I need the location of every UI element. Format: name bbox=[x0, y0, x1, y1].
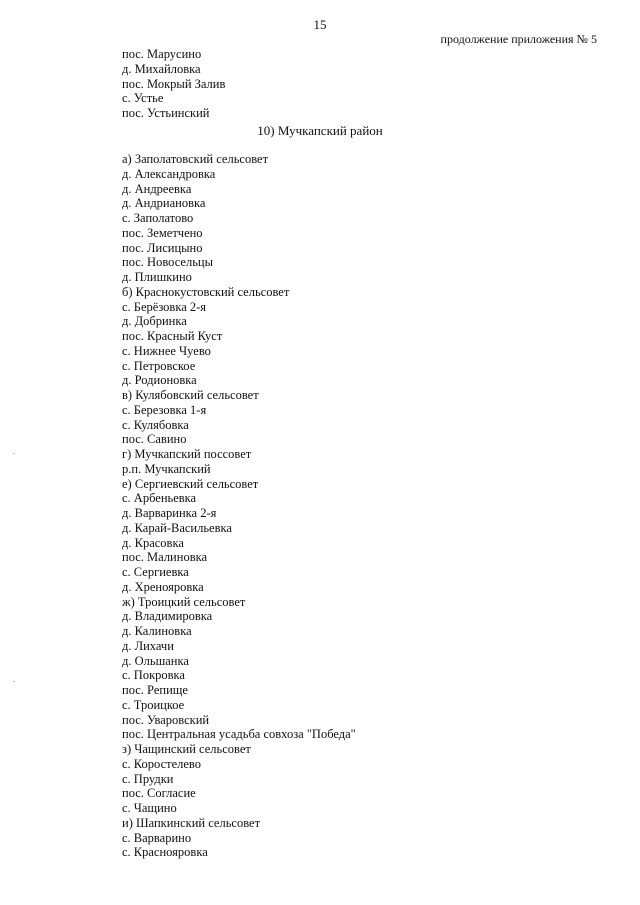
list-item: д. Александровка bbox=[122, 166, 216, 181]
list-item: д. Красовка bbox=[122, 535, 184, 550]
council-heading: б) Краснокустовский сельсовет bbox=[122, 284, 290, 299]
list-item: с. Покровка bbox=[122, 668, 185, 683]
list-item: д. Родионовка bbox=[122, 373, 197, 388]
list-item: д. Андриановка bbox=[122, 196, 206, 211]
list-item: с. Берёзовка 2-я bbox=[122, 299, 207, 314]
list-item: пос. Уваровский bbox=[122, 712, 210, 727]
list-item: д. Плишкино bbox=[122, 270, 192, 284]
list-item: пос. Репище bbox=[122, 683, 188, 697]
council-heading: ж) Троицкий сельсовет bbox=[122, 594, 246, 609]
list-item: д. Андреевка bbox=[122, 181, 192, 196]
list-item: пос. Марусино bbox=[122, 47, 202, 61]
council-heading: з) Чащинский сельсовет bbox=[122, 742, 251, 756]
list-item: с. Кулябовка bbox=[122, 417, 189, 432]
council-heading: е) Сергиевский сельсовет bbox=[122, 476, 259, 491]
list-item: пос. Малиновка bbox=[122, 550, 208, 565]
list-item: пос. Земетчено bbox=[122, 225, 203, 240]
district-settlement-list bbox=[122, 152, 542, 860]
list-item: д. Хренояровка bbox=[122, 579, 204, 594]
council-heading: в) Кулябовский сельсовет bbox=[122, 388, 259, 402]
list-item: пос. Центральная усадьба совхоза "Победа" bbox=[122, 727, 356, 742]
list-item: д. Калиновка bbox=[122, 624, 192, 638]
scan-margin-mark bbox=[13, 453, 15, 454]
list-item: с. Краснояровка bbox=[122, 845, 208, 860]
council-heading: и) Шапкинский сельсовет bbox=[122, 815, 261, 830]
council-heading: а) Заполатовский сельсовет bbox=[122, 152, 269, 166]
list-item: пос. Лисицыно bbox=[122, 240, 203, 255]
council-heading: г) Мучкапский поссовет bbox=[122, 447, 252, 461]
list-item: с. Коростелево bbox=[122, 756, 201, 771]
list-item: с. Березовка 1-я bbox=[122, 402, 207, 417]
list-item: пос. Красный Куст bbox=[122, 329, 223, 343]
list-item: с. Петровское bbox=[122, 358, 196, 373]
list-item: с. Сергиевка bbox=[122, 565, 189, 579]
list-item: д. Варваринка 2-я bbox=[122, 506, 217, 520]
list-item: пос. Мокрый Залив bbox=[122, 76, 226, 91]
list-item: с. Устье bbox=[122, 91, 164, 106]
list-item: пос. Согласие bbox=[122, 786, 196, 801]
list-item: с. Варварино bbox=[122, 830, 192, 845]
list-item: с. Арбеньевка bbox=[122, 491, 197, 506]
appendix-continuation-note: продолжение приложения № 5 bbox=[440, 32, 597, 46]
list-item: д. Лихачи bbox=[122, 638, 174, 653]
list-item: с. Заполатово bbox=[122, 211, 194, 225]
list-item: д. Владимировка bbox=[122, 609, 213, 624]
list-item: д. Добринка bbox=[122, 314, 187, 329]
list-item: с. Троицкое bbox=[122, 697, 185, 712]
list-item: пос. Устьинский bbox=[122, 106, 210, 120]
scan-margin-mark bbox=[13, 681, 15, 682]
list-item: д. Михайловка bbox=[122, 61, 201, 76]
list-item: пос. Новосельцы bbox=[122, 255, 213, 270]
list-item: д. Ольшанка bbox=[122, 653, 189, 668]
list-item: с. Чащино bbox=[122, 801, 177, 815]
list-item: р.п. Мучкапский bbox=[122, 461, 211, 476]
list-item: с. Нижнее Чуево bbox=[122, 343, 211, 358]
page-number: 15 bbox=[313, 17, 327, 32]
district-heading: 10) Мучкапский район bbox=[257, 123, 383, 138]
list-item: пос. Савино bbox=[122, 432, 187, 447]
list-item: с. Прудки bbox=[122, 771, 174, 786]
settlement-list-continued bbox=[122, 47, 542, 121]
list-item: д. Карай-Васильевка bbox=[122, 520, 232, 535]
